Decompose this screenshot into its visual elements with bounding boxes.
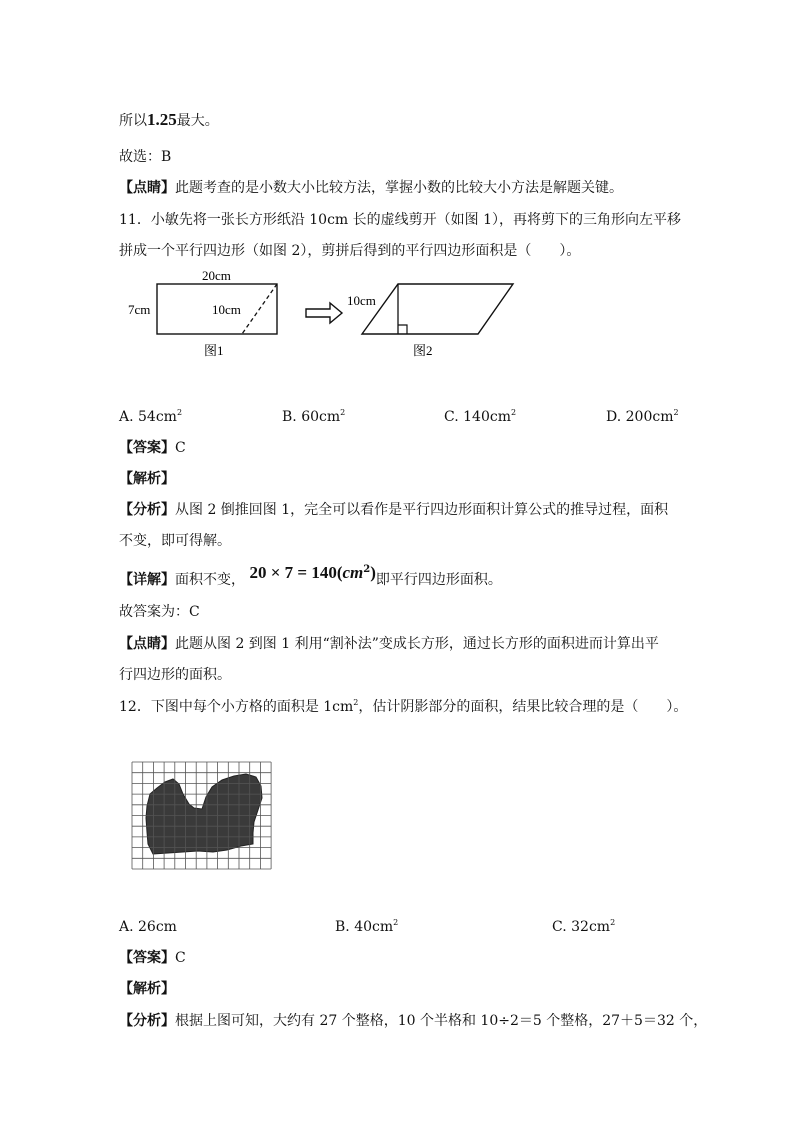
q11-option-b: B. $60cm^2$ <box>282 408 346 425</box>
q10-number: 1.25 <box>147 110 177 129</box>
q11-stem-line1: 11．小敏先将一张长方形纸沿 10cm 长的虚线剪开（如图 1），再将剪下的三角形向左平移 <box>119 212 682 228</box>
point-tag: 【点睛】 <box>119 180 175 196</box>
q11-point-line2: 行四边形的面积。 <box>119 667 231 683</box>
fig2-parallelogram <box>362 284 513 334</box>
q11-option-a: A. $54cm^2$ <box>119 408 183 425</box>
q12-option-b: B. $40cm^2$ <box>335 918 399 935</box>
fig1-diag-label: 10cm <box>212 302 241 317</box>
right-arrow-icon <box>306 303 342 323</box>
q10-point <box>119 177 623 197</box>
q11-option-d: D. $200cm^2$ <box>606 408 679 425</box>
fig1-cut-line <box>242 284 277 334</box>
q11-option-c: C. $140cm^2$ <box>444 408 517 425</box>
q11-final: 故答案为：C <box>119 604 200 620</box>
q12-stem: 12．下图中每个小方格的面积是 $1cm^2$，估计阴影部分的面积，结果比较合理的是（ ）。 <box>119 698 688 715</box>
point-text: 此题考查的是小数大小比较方法，掌握小数的比较大小方法是解题关键。 <box>175 180 623 196</box>
q11-detail: 【详解】面积不变， $20 \times 7 = 140(cm^2)$即平行四边形面积。 <box>119 563 502 588</box>
q11-analysis-tag: 【解析】 <box>119 471 175 487</box>
q11-formula: $20 \times 7 = 140(cm^2)$ <box>249 563 376 582</box>
right-angle-mark <box>398 325 407 334</box>
fig1-caption: 图1 <box>204 343 224 358</box>
q12-analysis-tag: 【解析】 <box>119 981 175 997</box>
fig1-left-label: 7cm <box>128 302 151 317</box>
q12-fenxi: 【分析】根据上图可知，大约有 27 个整格，10 个半格和 10÷2＝5 个整格，27＋5＝32 个， <box>119 1013 708 1029</box>
q11-fenxi-line1: 【分析】从图 2 倒推回图 1，完全可以看作是平行四边形面积计算公式的推导过程，面积 <box>119 502 669 518</box>
q12-grid-figure <box>130 760 275 870</box>
q11-figures <box>120 265 540 365</box>
q11-fenxi-line2: 不变，即可得解。 <box>119 533 231 549</box>
q10-suffix: 最大。 <box>176 113 219 129</box>
q10-conclusion <box>119 110 219 130</box>
fig2-side-label: 10cm <box>347 293 376 308</box>
q11-answer: 【答案】C <box>119 440 186 456</box>
q12-option-c: C. $32cm^2$ <box>552 918 616 935</box>
shaded-region <box>146 774 262 854</box>
q12-option-a: A. 26cm <box>119 919 177 935</box>
q11-point-line1: 【点睛】此题从图 2 到图 1 利用“割补法”变成长方形，通过长方形的面积进而计算出平 <box>119 636 659 652</box>
q12-answer: 【答案】C <box>119 950 186 966</box>
q11-stem-line2: 拼成一个平行四边形（如图 2），剪拼后得到的平行四边形面积是（ ）。 <box>119 243 581 259</box>
fig1-top-label: 20cm <box>202 268 231 283</box>
fig2-caption: 图2 <box>413 343 433 358</box>
q10-prefix: 所以 <box>119 113 147 129</box>
q10-choice: 故选：B <box>119 149 172 165</box>
